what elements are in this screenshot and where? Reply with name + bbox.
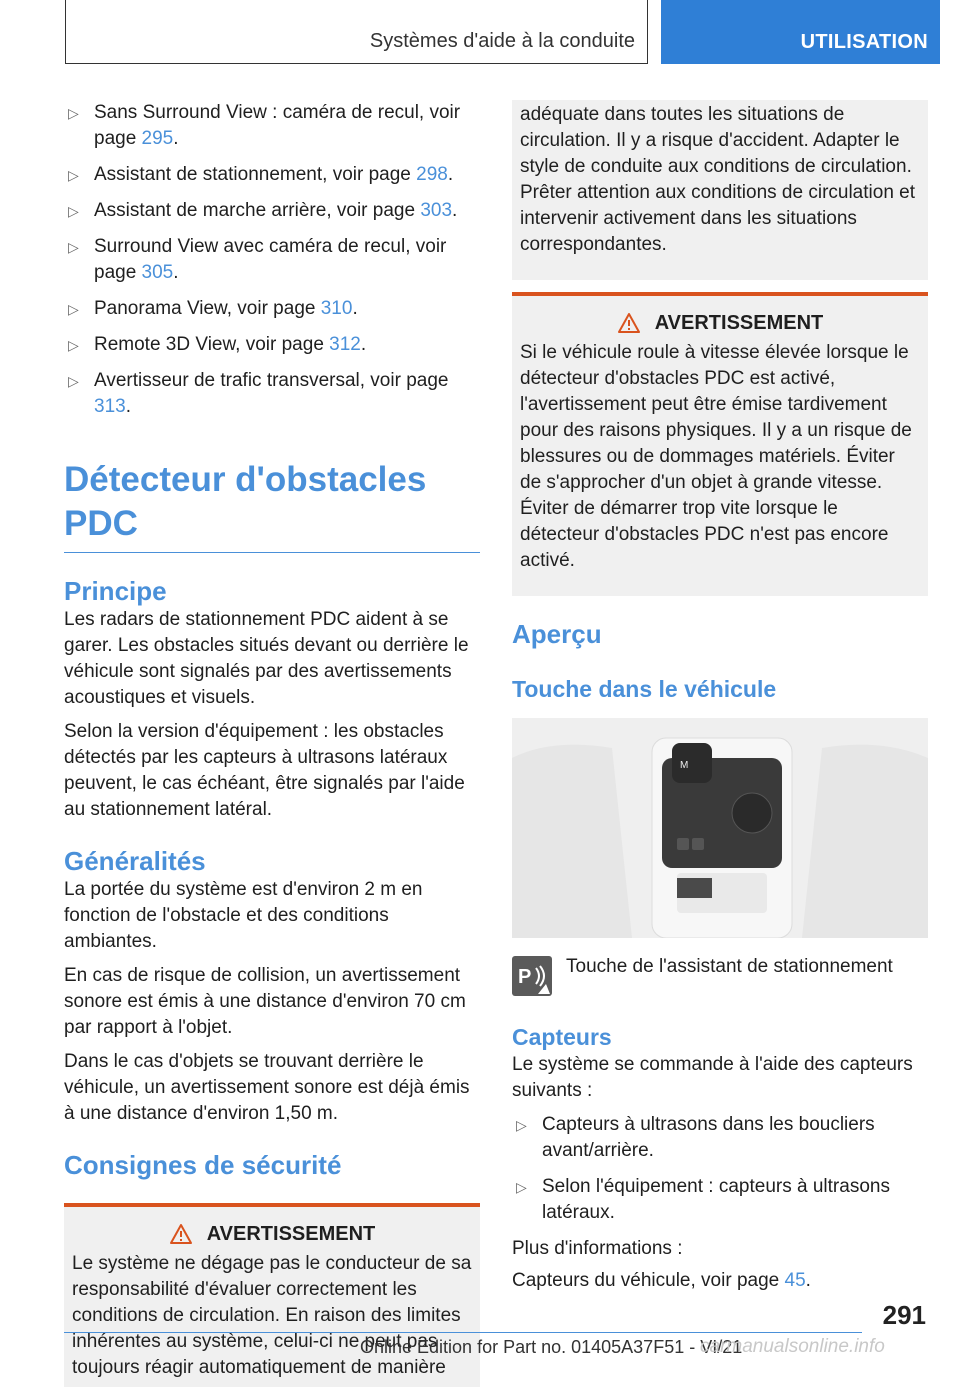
svg-text:P: P	[518, 966, 532, 988]
generalites-paragraph-3: Dans le cas d'objets se trouvant derrière le véhicule, un avertissement sonore est déjà émis à une distance d'environ 1,50 m.	[64, 1051, 470, 1124]
generalites-heading: Généralités	[64, 846, 206, 876]
reference-list-item	[64, 234, 480, 286]
reference-text: Surround View avec caméra de recul, voir page	[94, 236, 447, 283]
reference-text: Assistant de stationnement, voir page	[94, 164, 417, 185]
footer-edition: Online Edition for Part no. 01405A37F51 - VI/21	[360, 1337, 743, 1357]
header-box	[65, 0, 648, 64]
reference-list-item	[64, 296, 480, 322]
reference-end: .	[360, 334, 367, 355]
touche-heading: Touche dans le véhicule	[512, 676, 777, 702]
page-link[interactable]: 298	[416, 164, 448, 185]
capteurs-list	[512, 1112, 928, 1226]
right-column	[512, 100, 928, 1294]
bullet-triangle-icon: ▷	[68, 301, 79, 317]
principe-heading: Principe	[64, 576, 167, 606]
reference-end: .	[352, 298, 358, 319]
page-number: 291	[882, 1300, 926, 1330]
warning-label: AVERTISSEMENT	[206, 1222, 376, 1245]
bullet-triangle-icon: ▷	[68, 203, 79, 219]
center-console-illustration	[512, 718, 928, 938]
capteurs-list-item	[512, 1112, 928, 1164]
reference-list-item	[64, 162, 480, 188]
capteurs-reference-text: Capteurs du véhicule, voir page	[512, 1270, 785, 1291]
capteurs-list-item	[512, 1174, 928, 1226]
reference-text: Avertisseur de trafic transversal, voir page	[94, 370, 449, 391]
warning-header	[72, 1221, 472, 1247]
page-link[interactable]: 303	[420, 200, 453, 221]
capteurs-paragraph: Le système se commande à l'aide des capteurs suivants :	[512, 1054, 913, 1101]
footer-rule	[64, 1332, 862, 1333]
warning-box-2	[512, 292, 928, 596]
page-link-45[interactable]: 45	[784, 1270, 806, 1291]
button-caption-row	[512, 956, 928, 996]
warning-triangle-icon	[169, 1223, 193, 1245]
page-link[interactable]: 312	[329, 334, 361, 355]
warning-box	[64, 1203, 480, 1387]
capteurs-reference	[512, 1268, 928, 1294]
reference-end: .	[452, 200, 458, 221]
generalites-paragraph-1: La portée du système est d'environ 2 m en fonction de l'obstacle et des conditions ambiantes.	[64, 879, 423, 952]
generalites-paragraph-2: En cas de risque de collision, un avertissement sonore est émis à une distance d'environ 70 cm par rapport à l'objet.	[64, 965, 466, 1038]
warning-text-2: Si le véhicule roule à vitesse élevée lorsque le détecteur d'obstacles PDC est activé, l'avertissement peut être émise tardivement pour des raisons physiques. Il y a un risque de blessures ou de dommages matériels. Éviter de s'approcher d'un objet à grande vitesse. Éviter de démarrer trop vite lorsque le détecteur d'obstacles PDC n'est pas encore activé.	[520, 342, 912, 571]
button-caption: Touche de l'assistant de stationnement	[566, 956, 893, 977]
reference-text: Panorama View, voir page	[94, 298, 321, 319]
securite-heading: Consignes de sécurité	[64, 1150, 342, 1180]
reference-list-item	[64, 100, 480, 152]
bullet-triangle-icon: ▷	[516, 1179, 527, 1195]
reference-list-item	[64, 332, 480, 358]
warning-continuation-text: adéquate dans toutes les situations de circulation. Il y a risque d'accident. Adapter le style de conduite aux conditions de circulation. Prêter attention aux conditions de circulation et intervenir activement dans les situations correspondantes.	[520, 104, 916, 255]
section-title: Systèmes d'aide à la conduite	[369, 30, 635, 52]
reference-list-item	[64, 368, 480, 420]
footer-watermark: carmanualsonline.info	[700, 1336, 885, 1357]
page-link[interactable]: 295	[141, 128, 174, 149]
reference-end: .	[125, 396, 131, 417]
capteurs-heading: Capteurs	[512, 1024, 612, 1050]
reference-text: Assistant de marche arrière, voir page	[94, 200, 421, 221]
reference-end: .	[173, 262, 179, 283]
apercu-heading: Aperçu	[512, 619, 602, 649]
reference-end: .	[173, 128, 179, 149]
page-link[interactable]: 310	[320, 298, 353, 319]
bullet-triangle-icon: ▷	[68, 373, 79, 389]
bullet-triangle-icon: ▷	[516, 1117, 527, 1133]
reference-list	[64, 100, 480, 420]
warning-continuation	[512, 100, 928, 280]
tab-utilisation[interactable]: UTILISATION	[661, 0, 940, 64]
bullet-triangle-icon: ▷	[68, 337, 79, 353]
reference-end: .	[447, 164, 454, 185]
warning-triangle-icon	[617, 312, 641, 334]
svg-text:M: M	[680, 760, 689, 771]
center-console-image	[512, 718, 928, 938]
reference-text: Remote 3D View, voir page	[94, 334, 330, 355]
bullet-triangle-icon: ▷	[68, 167, 79, 183]
principe-paragraph-1: Les radars de stationnement PDC aident à se garer. Les obstacles situés devant ou derrière le véhicule sont signalés par des avertissements acoustiques et visuels.	[64, 609, 469, 708]
warning-header-2	[520, 310, 920, 336]
page-link[interactable]: 313	[94, 396, 126, 417]
left-column	[64, 100, 480, 1387]
reference-list-item	[64, 198, 480, 224]
principe-paragraph-2: Selon la version d'équipement : les obstacles détectés par les capteurs à ultrasons latéraux peuvent, le cas échéant, être signalés par l'aide au stationnement latéral.	[64, 721, 465, 820]
warning-label-2: AVERTISSEMENT	[654, 311, 824, 334]
page-link[interactable]: 305	[141, 262, 174, 283]
bullet-triangle-icon: ▷	[68, 239, 79, 255]
bullet-triangle-icon: ▷	[68, 105, 79, 121]
reference-text: Sans Surround View : caméra de recul, voir page	[94, 102, 461, 149]
reference-end: .	[805, 1270, 811, 1291]
parking-assist-button-icon	[512, 956, 552, 996]
page-title: Détecteur d'obstacles PDC	[64, 458, 480, 553]
plus-info: Plus d'informations :	[512, 1238, 683, 1259]
capteurs-item-text: Capteurs à ultrasons dans les boucliers avant/arrière.	[542, 1114, 875, 1161]
capteurs-item-text: Selon l'équipement : capteurs à ultrasons latéraux.	[542, 1176, 890, 1223]
warning-text: Le système ne dégage pas le conducteur de sa responsabilité d'évaluer correctement les conditions de circulation. En raison des limites inhérentes au système, celui-ci ne peut pas toujours réagir automatiquement de manière	[72, 1253, 472, 1378]
